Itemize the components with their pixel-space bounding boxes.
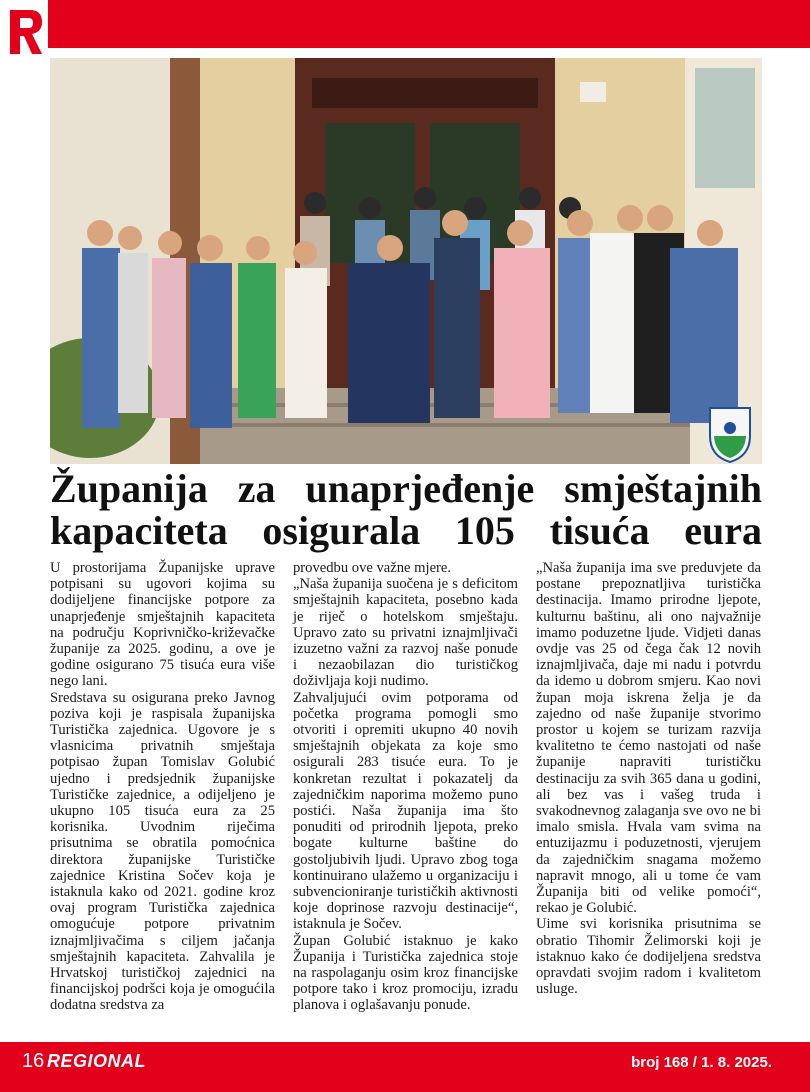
issue-info: broj 168 / 1. 8. 2025. xyxy=(631,1054,772,1071)
headline-line-2: kapaciteta osigurala 105 tisuća eura xyxy=(50,508,762,553)
paragraph: provedbu ove važne mjere. xyxy=(293,560,452,576)
brand-logo: REGIONAL xyxy=(47,1051,147,1071)
footer-bar xyxy=(0,1042,810,1092)
article-column-1 xyxy=(50,560,275,1030)
paragraph: Uime svi korisnika prisutnima se obratio Tihomir Želimorski koji je istaknuo kako će dodijeljena sredstva opravdati svojim radom i kvalitetom usluge. xyxy=(536,916,761,998)
logo xyxy=(0,0,48,62)
paragraph: Zahvaljujući ovim potporama od početka programa pomogli smo otvoriti i opremiti ukupno 40 novih smještajnih objekata za koje smo osigurali 283 tisuće eura. To je konkretan rezultat i pokazatelj da zajedničkim naporima možemo puno postići. Naša županija ima što ponuditi od prirodnih ljepota, preko bogate kulturne baštine do gostoljubivih ljudi. Upravo zbog toga kontinuirano ulažemo u organizaciju i subvencioniranje turističkih aktivnosti koje doprinose razvoju destinacije“, istaknula je Sočev. xyxy=(293,689,518,933)
paragraph: „Naša županija ima sve preduvjete da postane prepoznatljiva turistička destinacija. Imamo prirodne ljepote, kulturnu baštinu, ali ono najvažnije imamo poduzetne ljude. Vidjeti danas ovdje vas 25 od čega čak 12 novih iznajmljivača, daje mi nadu i potvrdu da idemo u dobrom smjeru. Kao novi župan moja iskrena želja je da zajedno od naše županije stvorimo prostor u kojem se turizam razvija kvalitetno te ćemo nastojati od naše županije napraviti turističku destinaciju za svih 365 dana u godini, ali bez vas i vašeg truda i svakodnevnog zalaganja sve ovo ne bi imalo smisla. Hvala vam svima na entuzijazmu i poduzetnosti, vjerujem da zajedničkim snagama možemo napravit mnogo, ali u tome će vam Županija biti od velike pomoći“, rekao je Golubić. xyxy=(536,560,761,917)
coat-of-arms-icon xyxy=(710,408,750,462)
regional-r-icon xyxy=(6,6,46,58)
article-body xyxy=(50,560,762,1030)
page-number: 16 xyxy=(22,1050,45,1072)
article-column-3 xyxy=(536,560,761,1030)
group-photo xyxy=(50,58,762,464)
paragraph: „Naša županija suočena je s deficitom smještajnih kapaciteta, posebno kada je riječ o hotelskom smještaju. Upravo zato su privatni iznajmljivači izuzetno važni za razvoj naše ponude i nezaobilazan dio turističkog doživljaja koji nudimo. xyxy=(293,576,518,690)
paragraph: Sredstava su osigurana preko Javnog poziva koji je raspisala županijska Turistička zajednica. Ugovore je s vlasnicima privatnih smještaja potpisao župan Tomislav Golubić ujedno i predsjednik županijske Turističke zajednice, a odijeljeno je ukupno 105 tisuća eura za 25 korisnika. Uvodnim riječima prisutnima se obratila pomoćnica direktora županijske Turističke zajednice Kristina Sočev koja je istaknula kako od 2021. godine kroz ovaj program Turistička zajednica omogućuje potpore privatnim iznajmljivačima s ciljem jačanja smještajnih kapaciteta. Zahvalila je Hrvatskoj turističkoj zajednici na financijskoj podršci koja je omogućila dodatna sredstva za xyxy=(50,689,275,1014)
headline xyxy=(50,468,762,552)
paragraph: U prostorijama Županijske uprave potpisani su ugovori kojima su dodijeljene financijske potpore za unaprjeđenje smještajnih kapaciteta na području Koprivničko-križevačke županije za 2025. godinu, a ove je godine osigurano 75 tisuća eura više nego lani. xyxy=(50,560,275,690)
headline-line-1: Županija za unaprjeđenje smještajnih xyxy=(50,466,762,511)
top-red-bar xyxy=(0,0,810,48)
article-column-2 xyxy=(293,560,518,1030)
paragraph: Župan Golubić istaknuo je kako Županija i Turistička zajednica stoje na raspolaganju osim kroz financijske potpore tako i kroz promociju, izradu planova i oglašavanju ponude. xyxy=(293,932,518,1014)
